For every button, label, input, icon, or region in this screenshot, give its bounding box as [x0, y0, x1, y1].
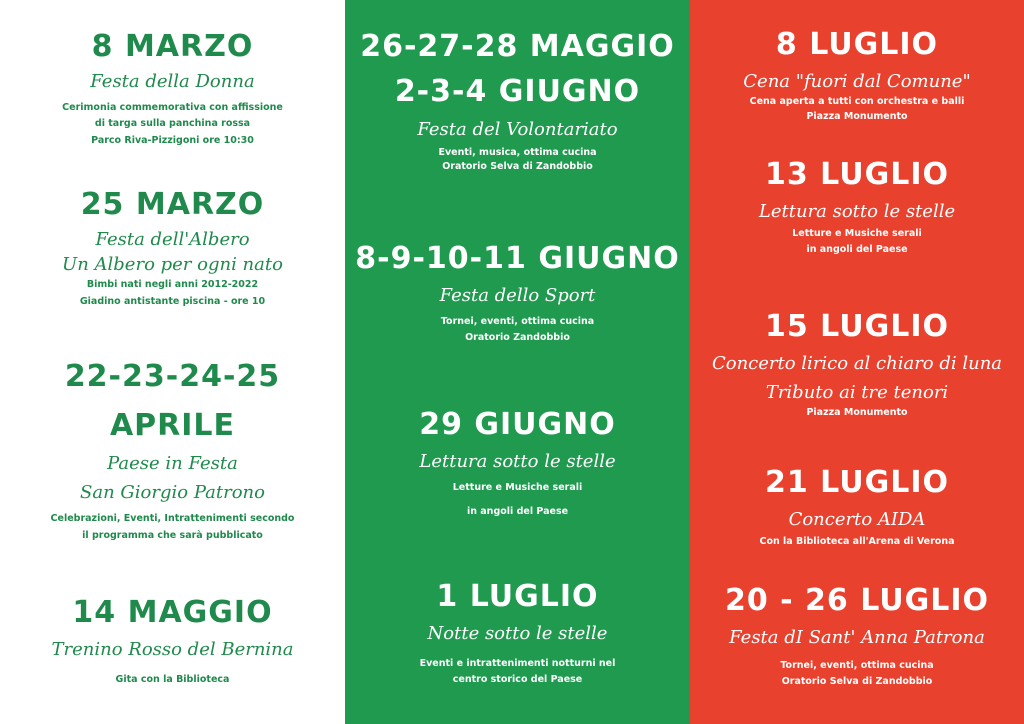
event-detail-line: Letture e Musiche serali	[452, 481, 583, 493]
event-details	[690, 405, 1024, 422]
event-date: 15 LUGLIO	[764, 309, 949, 344]
event-title: Festa dell'Albero	[95, 228, 250, 250]
event-13-luglio	[690, 158, 1024, 259]
event-title: Notte sotto le stelle	[427, 622, 608, 644]
event-21-luglio	[690, 466, 1024, 550]
event-detail-line: centro storico del Paese	[452, 674, 583, 686]
event-details	[0, 100, 345, 150]
event-title: Concerto AIDA	[788, 508, 926, 530]
right-column	[690, 0, 1024, 724]
event-title: Festa del Volontariato	[417, 119, 618, 140]
event-title: Trenino Rosso del Bernina	[51, 638, 294, 660]
event-detail-line: Oratorio Selva di Zandobbio	[442, 161, 593, 173]
event-detail-line: in angoli del Paese	[466, 506, 569, 518]
event-date: 22-23-24-25	[64, 359, 281, 394]
event-date-line-2: APRILE	[109, 407, 236, 443]
event-title: Concerto lirico al chiaro di luna	[711, 352, 1003, 374]
event-29-giugno	[345, 408, 690, 525]
event-detail-line: Oratorio Selva di Zandobbio	[781, 676, 933, 688]
event-details	[345, 476, 690, 525]
event-date-line-2: 2-3-4 GIUGNO	[394, 73, 641, 109]
event-title: Lettura sotto le stelle	[758, 200, 956, 222]
event-8-marzo	[0, 30, 345, 150]
event-date: 14 MAGGIO	[72, 595, 273, 630]
event-title: Festa dI Sant' Anna Patrona	[729, 626, 985, 648]
event-festa-sport	[345, 242, 690, 347]
event-15-luglio	[690, 310, 1024, 422]
event-date: 8-9-10-11 GIUGNO	[355, 241, 680, 276]
event-detail-line: Eventi e intrattenimenti notturni nel	[419, 657, 616, 669]
event-detail-line: Eventi, musica, ottima cucina	[438, 147, 597, 159]
event-title: Festa della Donna	[90, 70, 255, 92]
event-title: Paese in Festa	[107, 453, 238, 474]
event-details	[690, 534, 1024, 551]
event-20-26-luglio	[690, 584, 1024, 691]
event-details	[345, 314, 690, 347]
event-date: 8 LUGLIO	[775, 27, 939, 62]
event-subtitle: Un Albero per ogni nato	[62, 253, 283, 275]
event-details	[0, 511, 345, 544]
event-date: 29 GIUGNO	[419, 407, 616, 442]
event-details	[0, 277, 345, 310]
event-details	[690, 226, 1024, 259]
event-details	[345, 656, 690, 689]
event-detail-line: Cerimonia commemorativa con affissione	[62, 101, 283, 113]
event-detail-line: Piazza Monumento	[806, 110, 908, 122]
event-date: 26-27-28 MAGGIO	[360, 29, 675, 64]
event-detail-line: Con la Biblioteca all'Arena di Verona	[759, 535, 955, 547]
event-detail-line: di targa sulla panchina rossa	[94, 118, 251, 130]
event-title: Cena "fuori dal Comune"	[743, 70, 971, 92]
event-detail-line: Letture e Musiche serali	[792, 227, 922, 239]
event-detail-line: Bimbi nati negli anni 2012-2022	[86, 278, 259, 290]
event-title: Festa dello Sport	[439, 284, 596, 306]
event-detail-line: Giadino antistante piscina - ore 10	[79, 295, 266, 307]
event-detail-line: Parco Riva-Pizzigoni ore 10:30	[91, 134, 254, 146]
event-1-luglio	[345, 580, 690, 689]
event-details	[690, 94, 1024, 124]
event-date: 13 LUGLIO	[764, 157, 949, 192]
event-details	[345, 146, 690, 175]
event-detail-line: Cena aperta a tutti con orchestra e balli	[749, 95, 965, 107]
event-details	[0, 672, 345, 689]
event-date: 20 - 26 LUGLIO	[724, 583, 990, 618]
event-aprile	[0, 360, 345, 545]
event-title: Lettura sotto le stelle	[419, 450, 616, 472]
event-subtitle: Tributo ai tre tenori	[765, 381, 949, 403]
event-detail-line: il programma che sarà pubblicato	[82, 530, 263, 541]
event-detail-line: Oratorio Zandobbio	[465, 332, 570, 344]
event-detail-line: Gita con la Biblioteca	[115, 673, 230, 685]
event-detail-line: in angoli del Paese	[806, 244, 908, 256]
left-column	[0, 0, 345, 724]
event-date: 25 MARZO	[80, 187, 265, 222]
event-detail-line: Piazza Monumento	[806, 406, 908, 418]
event-detail-line: Tornei, eventi, ottima cucina	[780, 659, 934, 671]
middle-column	[345, 0, 690, 724]
event-25-marzo	[0, 188, 345, 310]
event-date: 1 LUGLIO	[436, 579, 599, 614]
event-festa-volontariato	[345, 30, 690, 175]
event-detail-line: Tornei, eventi, ottima cucina	[440, 315, 595, 327]
event-8-luglio	[690, 28, 1024, 124]
event-date: 8 MARZO	[91, 29, 254, 64]
event-date: 21 LUGLIO	[764, 465, 949, 500]
event-subtitle: San Giorgio Patrono	[80, 482, 265, 504]
event-14-maggio	[0, 596, 345, 688]
event-detail-line: Celebrazioni, Eventi, Intrattenimenti secondo	[50, 513, 295, 525]
event-details	[690, 658, 1024, 691]
